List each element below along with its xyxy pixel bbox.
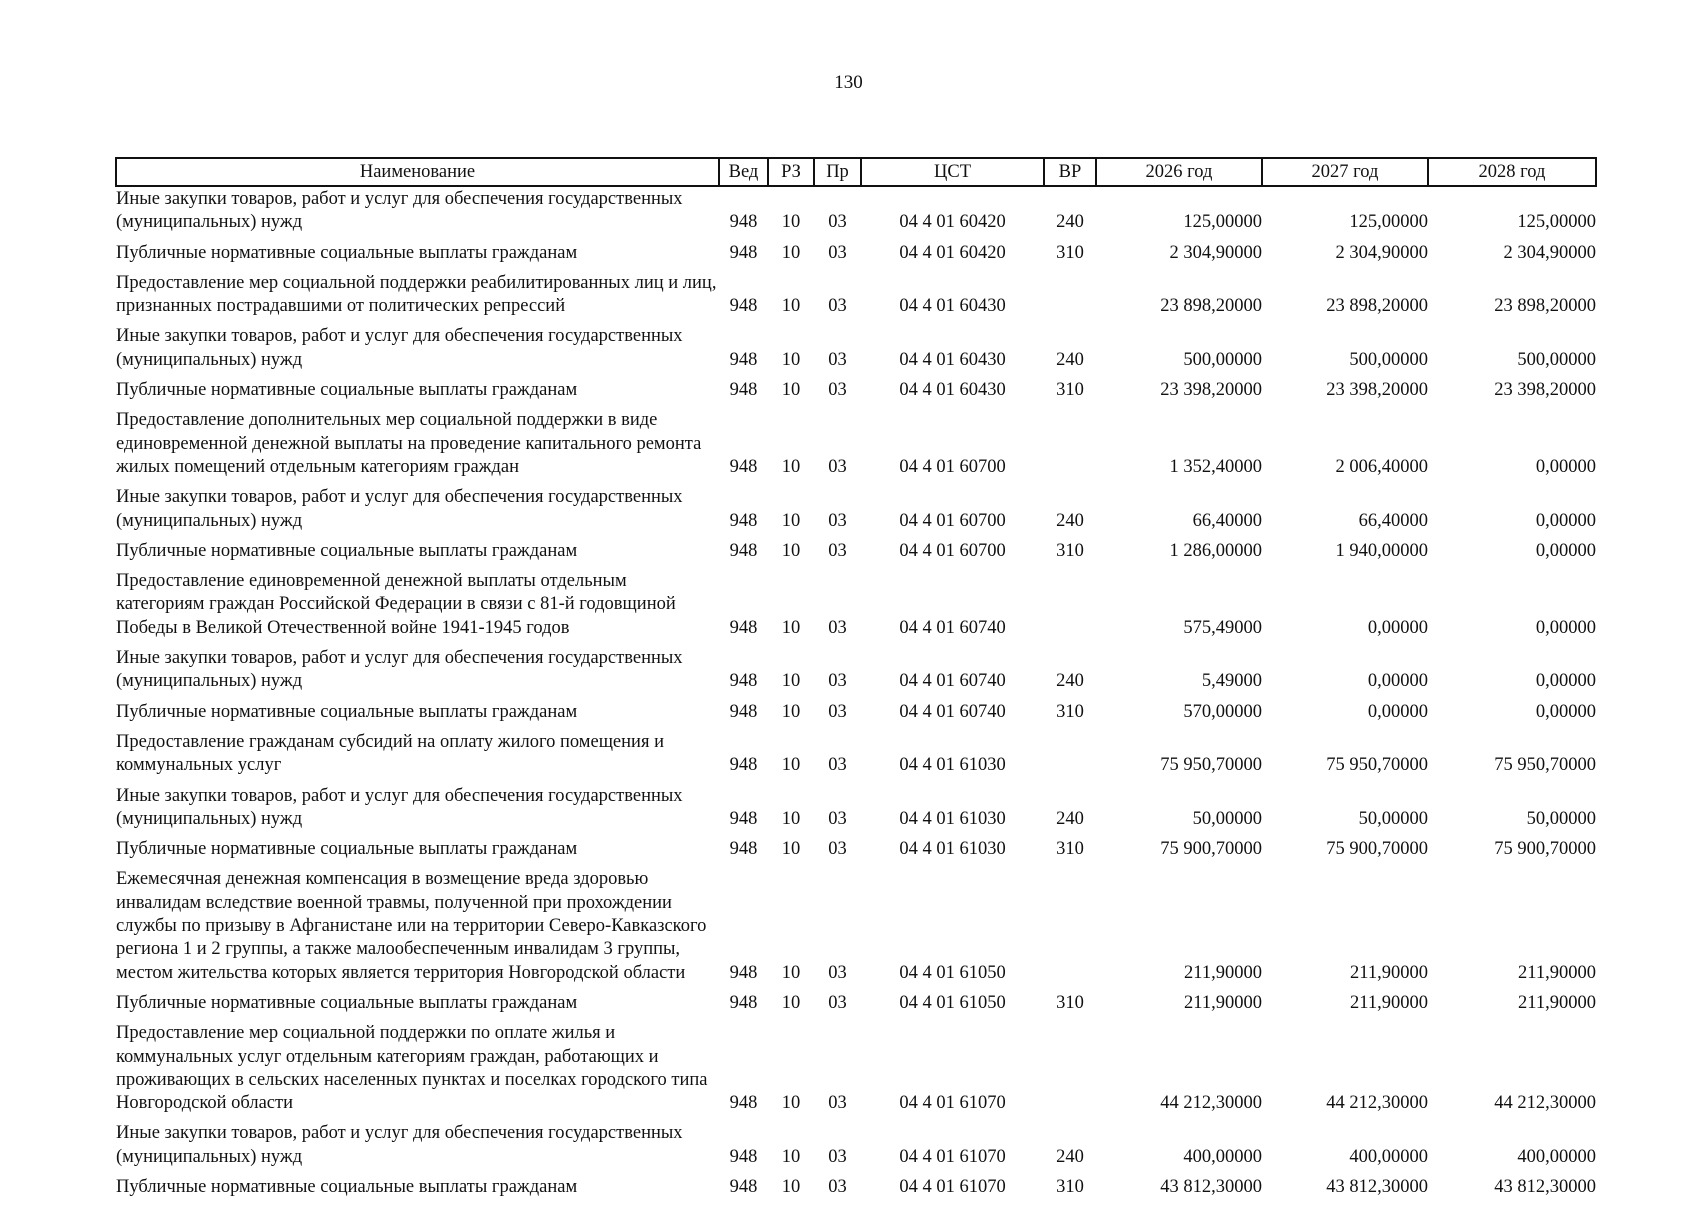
cell-2027: 75 950,70000 (1326, 755, 1428, 776)
cell-2026: 211,90000 (1184, 962, 1262, 983)
cell-2027: 500,00000 (1349, 349, 1428, 370)
cell-ved: 948 (729, 212, 758, 233)
cell-rz: 10 (781, 808, 801, 829)
cell-2028: 0,00000 (1535, 456, 1596, 477)
cell-rz: 10 (781, 617, 801, 638)
cell-2027: 44 212,30000 (1326, 1093, 1428, 1114)
cell-name: Публичные нормативные социальные выплаты гражданам (116, 242, 578, 263)
cell-name: Публичные нормативные социальные выплаты гражданам (116, 992, 578, 1013)
cell-cst: 04 4 01 61050 (899, 992, 1006, 1013)
cell-cst: 04 4 01 60430 (899, 296, 1006, 317)
cell-2027: 2 304,90000 (1335, 242, 1428, 263)
header-ved: Вед (719, 158, 768, 186)
cell-ved: 948 (729, 540, 758, 561)
cell-2026: 125,00000 (1183, 212, 1262, 233)
cell-cst: 04 4 01 60430 (899, 349, 1006, 370)
cell-2028: 211,90000 (1518, 992, 1596, 1013)
cell-pr: 03 (828, 510, 847, 531)
cell-vr: 240 (1056, 349, 1084, 370)
cell-2028: 23 898,20000 (1494, 296, 1596, 317)
cell-pr: 03 (828, 671, 847, 692)
table-row (116, 1022, 1596, 1122)
cell-2028: 0,00000 (1535, 701, 1596, 722)
cell-vr (1044, 570, 1096, 647)
table-row (116, 186, 1596, 242)
cell-2027: 23 398,20000 (1326, 380, 1428, 401)
cell-rz: 10 (781, 671, 801, 692)
cell-ved: 948 (729, 839, 758, 860)
cell-pr: 03 (828, 962, 847, 983)
cell-ved: 948 (729, 755, 758, 776)
cell-ved: 948 (729, 808, 758, 829)
cell-vr (1044, 868, 1096, 991)
cell-2028: 400,00000 (1517, 1146, 1596, 1167)
budget-table (115, 157, 1597, 1206)
cell-2027: 125,00000 (1349, 212, 1428, 233)
table-row (116, 242, 1596, 272)
cell-2026: 575,49000 (1183, 617, 1262, 638)
cell-2026: 23 398,20000 (1160, 380, 1262, 401)
cell-pr: 03 (828, 617, 847, 638)
cell-rz: 10 (781, 839, 801, 860)
cell-2026: 400,00000 (1183, 1146, 1262, 1167)
cell-ved: 948 (729, 296, 758, 317)
header-2026: 2026 год (1096, 158, 1262, 186)
cell-cst: 04 4 01 61070 (899, 1176, 1006, 1197)
cell-vr: 310 (1056, 701, 1084, 722)
cell-2026: 1 286,00000 (1169, 540, 1262, 561)
cell-2026: 570,00000 (1183, 701, 1262, 722)
table-body (116, 186, 1596, 1206)
cell-2026: 1 352,40000 (1169, 456, 1262, 477)
cell-2026: 66,40000 (1192, 510, 1262, 531)
cell-vr: 310 (1056, 540, 1084, 561)
cell-name: Публичные нормативные социальные выплаты гражданам (116, 701, 578, 722)
cell-ved: 948 (729, 962, 758, 983)
cell-rz: 10 (781, 212, 801, 233)
cell-ved: 948 (729, 701, 758, 722)
table-row (116, 868, 1596, 991)
cell-2026: 5,49000 (1201, 671, 1262, 692)
cell-name: Иные закупки товаров, работ и услуг для обеспечения государственных (муниципальных) нужд (116, 1123, 683, 1167)
cell-pr: 03 (828, 1176, 847, 1197)
cell-2027: 43 812,30000 (1326, 1176, 1428, 1197)
table-row (116, 785, 1596, 839)
cell-2026: 23 898,20000 (1160, 296, 1262, 317)
cell-rz: 10 (781, 1146, 801, 1167)
cell-cst: 04 4 01 60700 (899, 456, 1006, 477)
cell-pr: 03 (828, 755, 847, 776)
cell-pr: 03 (828, 296, 847, 317)
cell-cst: 04 4 01 60420 (899, 212, 1006, 233)
table-row (116, 272, 1596, 326)
cell-ved: 948 (729, 349, 758, 370)
cell-cst: 04 4 01 61030 (899, 808, 1006, 829)
cell-cst: 04 4 01 60420 (899, 242, 1006, 263)
cell-rz: 10 (781, 992, 801, 1013)
header-2027: 2027 год (1262, 158, 1428, 186)
cell-pr: 03 (828, 992, 847, 1013)
cell-name: Публичные нормативные социальные выплаты гражданам (116, 380, 578, 401)
cell-vr (1044, 731, 1096, 785)
cell-cst: 04 4 01 60700 (899, 540, 1006, 561)
cell-cst: 04 4 01 61070 (899, 1146, 1006, 1167)
cell-cst: 04 4 01 61070 (899, 1093, 1006, 1114)
cell-rz: 10 (781, 1176, 801, 1197)
cell-2027: 1 940,00000 (1335, 540, 1428, 561)
cell-rz: 10 (781, 701, 801, 722)
cell-name: Публичные нормативные социальные выплаты гражданам (116, 540, 578, 561)
cell-rz: 10 (781, 1093, 801, 1114)
cell-2028: 44 212,30000 (1494, 1093, 1596, 1114)
cell-vr: 310 (1056, 242, 1084, 263)
cell-2028: 43 812,30000 (1494, 1176, 1596, 1197)
cell-vr: 240 (1056, 212, 1084, 233)
header-name: Наименование (116, 158, 719, 186)
cell-pr: 03 (828, 540, 847, 561)
cell-rz: 10 (781, 755, 801, 776)
cell-pr: 03 (828, 212, 847, 233)
cell-ved: 948 (729, 1146, 758, 1167)
cell-pr: 03 (828, 701, 847, 722)
header-rz: РЗ (768, 158, 814, 186)
cell-cst: 04 4 01 61050 (899, 962, 1006, 983)
cell-2026: 75 900,70000 (1160, 839, 1262, 860)
cell-vr: 310 (1056, 992, 1084, 1013)
table-row (116, 325, 1596, 379)
cell-pr: 03 (828, 1093, 847, 1114)
cell-2028: 75 950,70000 (1494, 755, 1596, 776)
header-row (116, 158, 1596, 186)
cell-2028: 125,00000 (1517, 212, 1596, 233)
cell-pr: 03 (828, 349, 847, 370)
cell-rz: 10 (781, 380, 801, 401)
cell-name: Иные закупки товаров, работ и услуг для обеспечения государственных (муниципальных) нужд (116, 648, 683, 692)
cell-vr: 240 (1056, 510, 1084, 531)
cell-pr: 03 (828, 1146, 847, 1167)
cell-rz: 10 (781, 540, 801, 561)
cell-2027: 211,90000 (1350, 962, 1428, 983)
cell-pr: 03 (828, 808, 847, 829)
cell-rz: 10 (781, 296, 801, 317)
cell-ved: 948 (729, 456, 758, 477)
cell-pr: 03 (828, 380, 847, 401)
cell-vr (1044, 272, 1096, 326)
page-number: 130 (834, 72, 863, 93)
cell-2028: 2 304,90000 (1503, 242, 1596, 263)
table-row (116, 992, 1596, 1022)
cell-ved: 948 (729, 380, 758, 401)
cell-vr (1044, 409, 1096, 486)
cell-ved: 948 (729, 510, 758, 531)
cell-name: Публичные нормативные социальные выплаты гражданам (116, 839, 578, 860)
cell-pr: 03 (828, 456, 847, 477)
cell-cst: 04 4 01 60700 (899, 510, 1006, 531)
cell-name: Предоставление мер социальной поддержки реабилитированных лиц и лиц, признанных пострадавшими от политических репрессий (116, 272, 717, 317)
cell-name: Предоставление единовременной денежной выплаты отдельным категориям граждан Российской Федерации в связи с 81-й годовщиной Победы в Великой Отечественной войне 1941-1945 годов (116, 571, 676, 638)
cell-2027: 211,90000 (1350, 992, 1428, 1013)
cell-cst: 04 4 01 61030 (899, 755, 1006, 776)
cell-rz: 10 (781, 456, 801, 477)
cell-name: Иные закупки товаров, работ и услуг для обеспечения государственных (муниципальных) нужд (116, 326, 683, 370)
table-row (116, 486, 1596, 540)
table-header (116, 158, 1596, 186)
cell-2026: 50,00000 (1192, 808, 1262, 829)
cell-vr: 310 (1056, 839, 1084, 860)
cell-2027: 66,40000 (1358, 510, 1428, 531)
cell-name: Предоставление мер социальной поддержки по оплате жилья и коммунальных услуг отдельным категориям граждан, работающих и проживающих в сельских населенных пунктах и поселках городского типа Новгородской области (116, 1023, 708, 1114)
cell-vr: 240 (1056, 671, 1084, 692)
table-row (116, 1122, 1596, 1176)
header-cst: ЦСТ (861, 158, 1044, 186)
table-row (116, 1176, 1596, 1206)
cell-ved: 948 (729, 671, 758, 692)
cell-2028: 500,00000 (1517, 349, 1596, 370)
cell-rz: 10 (781, 510, 801, 531)
cell-2027: 400,00000 (1349, 1146, 1428, 1167)
header-vr: ВР (1044, 158, 1096, 186)
cell-vr: 240 (1056, 1146, 1084, 1167)
cell-cst: 04 4 01 60740 (899, 617, 1006, 638)
cell-2026: 43 812,30000 (1160, 1176, 1262, 1197)
cell-2027: 75 900,70000 (1326, 839, 1428, 860)
cell-2028: 50,00000 (1526, 808, 1596, 829)
cell-2028: 0,00000 (1535, 540, 1596, 561)
cell-name: Публичные нормативные социальные выплаты гражданам (116, 1176, 578, 1197)
table-row (116, 701, 1596, 731)
cell-2028: 211,90000 (1518, 962, 1596, 983)
cell-ved: 948 (729, 1176, 758, 1197)
cell-2028: 0,00000 (1535, 510, 1596, 531)
cell-name: Иные закупки товаров, работ и услуг для обеспечения государственных (муниципальных) нужд (116, 189, 683, 233)
cell-2026: 500,00000 (1183, 349, 1262, 370)
table-row (116, 570, 1596, 647)
cell-2028: 0,00000 (1535, 671, 1596, 692)
cell-name: Ежемесячная денежная компенсация в возмещение вреда здоровью инвалидам вследствие военной травмы, полученной при прохождении службы по призыву в Афганистане или на территории Северо-Кавказского региона 1 и 2 группы, а также малообеспеченным инвалидам 3 группы, местом жительства которых является территория Новгородской области (116, 869, 707, 983)
cell-cst: 04 4 01 60740 (899, 701, 1006, 722)
cell-name: Иные закупки товаров, работ и услуг для обеспечения государственных (муниципальных) нужд (116, 487, 683, 531)
cell-rz: 10 (781, 962, 801, 983)
cell-cst: 04 4 01 60740 (899, 671, 1006, 692)
table-row (116, 731, 1596, 785)
cell-vr: 240 (1056, 808, 1084, 829)
cell-pr: 03 (828, 839, 847, 860)
cell-2027: 0,00000 (1367, 701, 1428, 722)
cell-2028: 23 398,20000 (1494, 380, 1596, 401)
cell-name: Иные закупки товаров, работ и услуг для обеспечения государственных (муниципальных) нужд (116, 785, 683, 829)
table-row (116, 540, 1596, 570)
cell-2026: 75 950,70000 (1160, 755, 1262, 776)
cell-2027: 50,00000 (1358, 808, 1428, 829)
cell-cst: 04 4 01 60430 (899, 380, 1006, 401)
cell-ved: 948 (729, 617, 758, 638)
cell-ved: 948 (729, 992, 758, 1013)
cell-vr: 310 (1056, 380, 1084, 401)
cell-rz: 10 (781, 242, 801, 263)
cell-vr (1044, 1022, 1096, 1122)
cell-2027: 2 006,40000 (1335, 456, 1428, 477)
table-row (116, 409, 1596, 486)
cell-2028: 0,00000 (1535, 617, 1596, 638)
table-row (116, 838, 1596, 868)
cell-2028: 75 900,70000 (1494, 839, 1596, 860)
header-pr: Пр (814, 158, 861, 186)
cell-2026: 44 212,30000 (1160, 1093, 1262, 1114)
cell-2026: 211,90000 (1184, 992, 1262, 1013)
cell-pr: 03 (828, 242, 847, 263)
cell-2026: 2 304,90000 (1169, 242, 1262, 263)
cell-2027: 0,00000 (1367, 617, 1428, 638)
cell-vr: 310 (1056, 1176, 1084, 1197)
cell-ved: 948 (729, 1093, 758, 1114)
cell-name: Предоставление гражданам субсидий на оплату жилого помещения и коммунальных услуг (116, 731, 664, 776)
cell-rz: 10 (781, 349, 801, 370)
cell-2027: 23 898,20000 (1326, 296, 1428, 317)
cell-cst: 04 4 01 61030 (899, 839, 1006, 860)
table-row (116, 647, 1596, 701)
header-2028: 2028 год (1428, 158, 1596, 186)
cell-ved: 948 (729, 242, 758, 263)
table-row (116, 379, 1596, 409)
cell-2027: 0,00000 (1367, 671, 1428, 692)
cell-name: Предоставление дополнительных мер социальной поддержки в виде единовременной денежной выплаты на проведение капитального ремонта жилых помещений отдельным категориям граждан (116, 410, 702, 477)
